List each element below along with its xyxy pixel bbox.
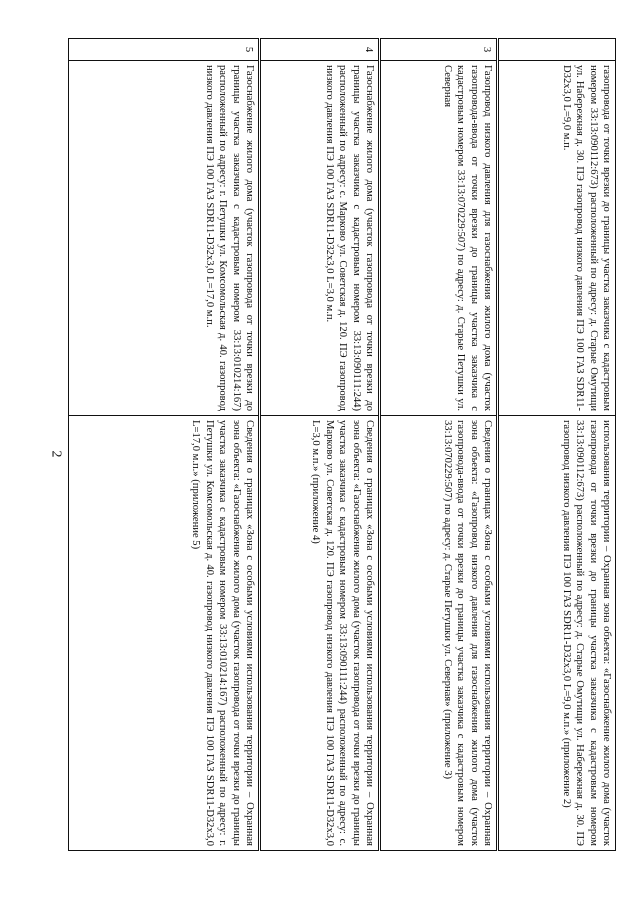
- row-number: 4: [260, 39, 380, 61]
- object-description: Газопровод низкого давления для газоснабжения жилого дома (участок газопровода-ввода от точки врезки до границы участка заказчика с кадастровым номером 33:13:070229:507) по адресу: д. Старые Петушки ул. Северная: [380, 61, 498, 416]
- object-description: газопровода от точки врезки до границы участка заказчика с кадастровым номером 33:13:090112:673) расположенный по адресу: д. Старые Омутищи ул. Набережная д. 30. ПЭ газопровод низкого давления ПЭ 100 ГАЗ SDR11-D32x3,0 L=9,0 м.п.: [498, 61, 616, 416]
- zone-info: Сведения о границах «Зона с особыми условиями использования территории – Охранная зона объекта: «Газоснабжение жилого дома (участок газопровода от точки врезки до границы участка заказчика с кадастровым номером 33:13:090111:244) расположенный по адресу: с. Марково ул. Советская д. 120. ПЭ газопровод низкого давления ПЭ 100 ГАЗ SDR11-D32x3,0 L=3,0 м.п.» (приложение 4): [260, 416, 380, 851]
- zone-info: Сведения о границах «Зона с особыми условиями использования территории – Охранная зона объекта: «Газоснабжение жилого дома (участок газопровода от точки врезки до границы участка заказчика с кадастровым номером 33:13:010214:167) расположенный по адресу: г. Петушки ул. Комсомольская д. 40. газопровод низкого давления ПЭ 100 ГАЗ SDR11-D32x3,0 L=17,0 м.п.» (приложение 5): [69, 416, 260, 851]
- table-row: [380, 39, 498, 851]
- table-row: [498, 39, 616, 851]
- zone-info: Сведения о границах «Зона с особыми условиями использования территории – Охранная зона объекта: «Газопровод низкого давления для газоснабжения жилого дома (участок газопровода-ввода от точки врезки до границы участка заказчика с кадастровым номером 33:13:070229:507) по адресу: д. Старые Петушки ул. Северная» (приложение 3): [380, 416, 498, 851]
- row-number: [498, 39, 616, 61]
- object-description: Газоснабжение жилого дома (участок газопровода от точки врезки до границы участка заказчика с кадастровым номером 33:13:010214:167) расположенный по адресу: г. Петушки ул. Комсомольская д. 40. газопровод низкого давления ПЭ 100 ГАЗ SDR11-D32x3,0 L=17,0 м.п.: [69, 61, 260, 416]
- zone-info: использования территории – Охранная зона объекта: «Газоснабжение жилого дома (участок газопровода от точки врезки до границы участка заказчика с кадастровым номером 33:13:090112:673) расположенный по адресу: д. Старые Омутищи ул. Набережная д. 30. ПЭ газопровод низкого давления ПЭ 100 ГАЗ SDR11-D32x3,0 L=9,0 м.п.» (приложение 2): [498, 416, 616, 851]
- object-description: Газоснабжение жилого дома (участок газопровода от точки врезки до границы участка заказчика с кадастровым номером 33:13:090111:244) расположенный по адресу: с. Марково ул. Советская д. 120. ПЭ газопровод низкого давления ПЭ 100 ГАЗ SDR11-D32x3,0 L=3,0 м.п.: [260, 61, 380, 416]
- table-row: [69, 39, 260, 851]
- page-number: 2: [48, 450, 64, 458]
- rotated-table-wrapper: [68, 38, 616, 850]
- table-row: [260, 39, 380, 851]
- row-number: 3: [380, 39, 498, 61]
- row-number: 5: [69, 39, 260, 61]
- zones-table: [68, 38, 616, 851]
